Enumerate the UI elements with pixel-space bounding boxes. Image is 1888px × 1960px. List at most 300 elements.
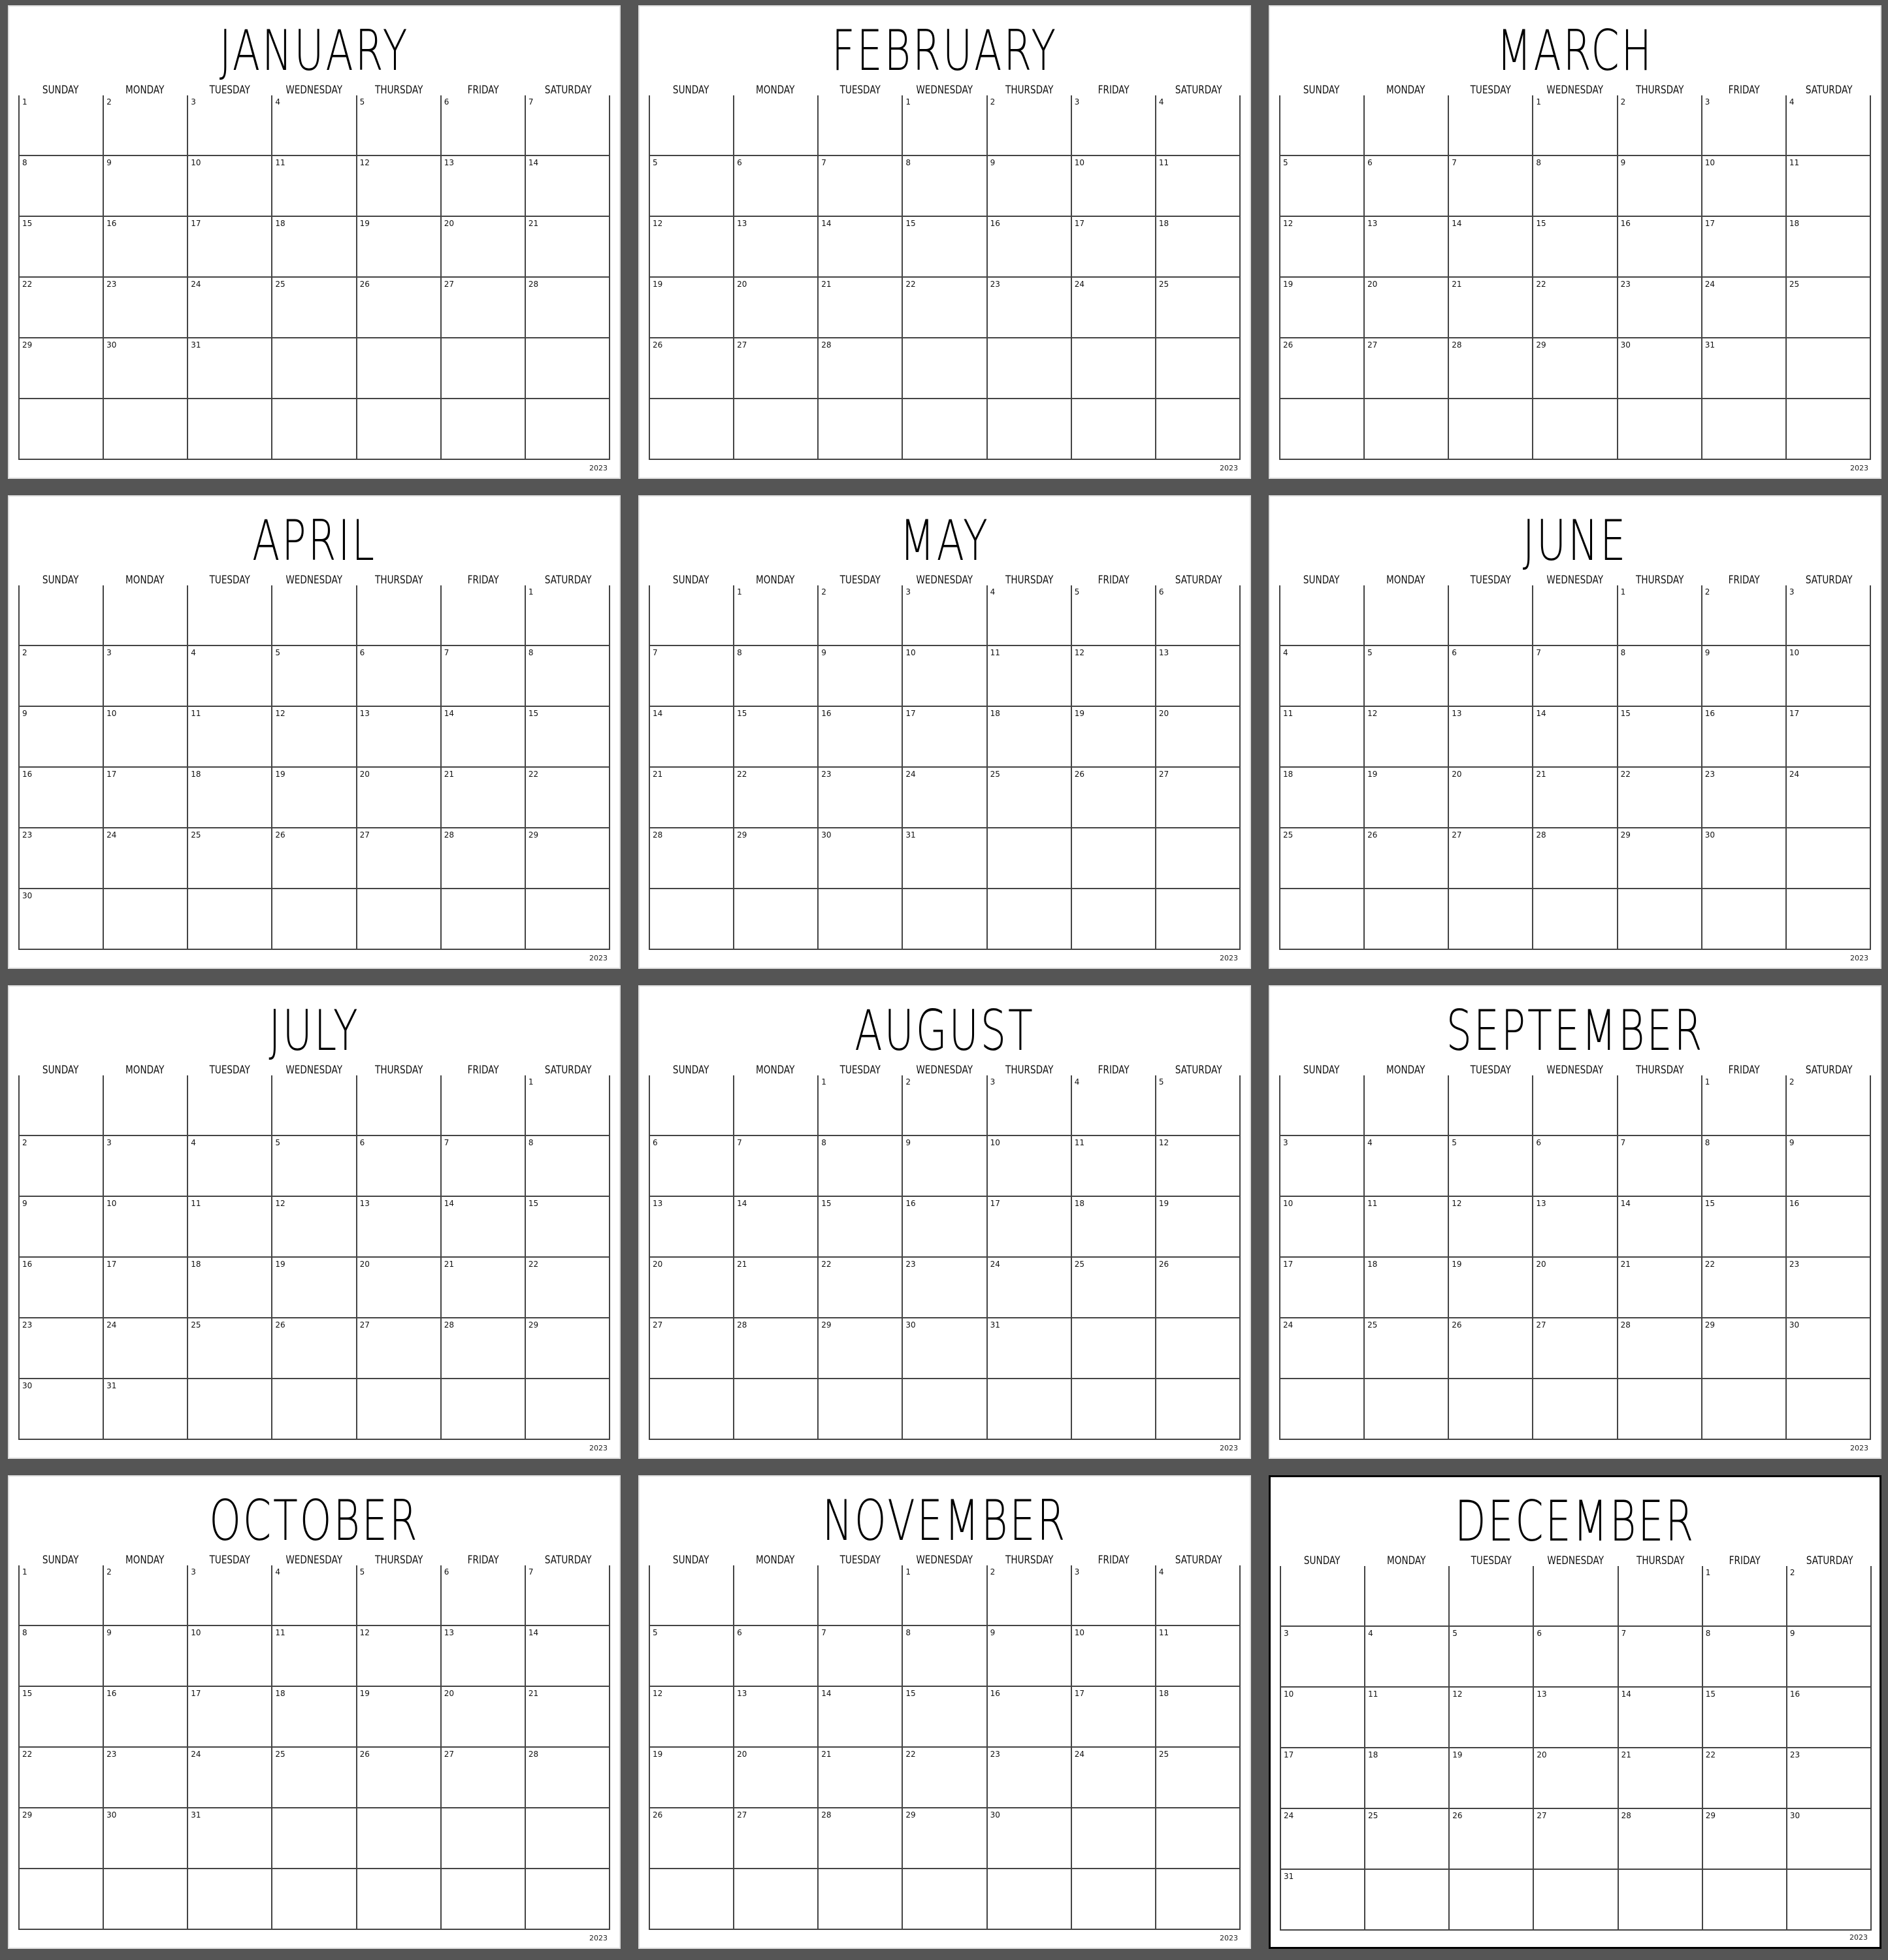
day-cell[interactable]: 12 (1364, 706, 1448, 767)
day-cell[interactable]: 14 (649, 706, 734, 767)
day-cell[interactable]: 22 (1533, 277, 1617, 338)
day-cell[interactable] (1702, 1869, 1787, 1930)
day-cell[interactable]: 6 (1533, 1626, 1618, 1687)
day-cell[interactable]: 8 (818, 1135, 902, 1196)
day-cell[interactable]: 10 (987, 1135, 1071, 1196)
day-cell[interactable]: 19 (357, 1686, 441, 1747)
day-cell[interactable]: 27 (734, 1808, 818, 1869)
day-cell[interactable]: 18 (1365, 1748, 1449, 1808)
day-cell[interactable] (1702, 1379, 1786, 1439)
day-cell[interactable] (1448, 1075, 1533, 1135)
day-cell[interactable]: 19 (1280, 277, 1364, 338)
day-cell[interactable]: 16 (103, 216, 187, 277)
day-cell[interactable]: 2 (19, 645, 103, 706)
day-cell[interactable]: 7 (1618, 1135, 1702, 1196)
day-cell[interactable] (649, 399, 734, 459)
day-cell[interactable]: 14 (818, 1686, 902, 1747)
day-cell[interactable]: 23 (818, 767, 902, 828)
day-cell[interactable]: 20 (649, 1257, 734, 1318)
day-cell[interactable] (734, 1379, 818, 1439)
day-cell[interactable]: 24 (187, 277, 272, 338)
day-cell[interactable]: 17 (103, 767, 187, 828)
day-cell[interactable] (272, 1808, 356, 1869)
day-cell[interactable] (272, 1869, 356, 1929)
day-cell[interactable] (818, 1869, 902, 1929)
day-cell[interactable]: 5 (649, 155, 734, 216)
day-cell[interactable] (1449, 1566, 1533, 1626)
day-cell[interactable]: 27 (1156, 767, 1240, 828)
day-cell[interactable] (987, 828, 1071, 889)
day-cell[interactable]: 12 (272, 1196, 356, 1257)
day-cell[interactable]: 2 (818, 585, 902, 645)
day-cell[interactable]: 7 (525, 95, 610, 155)
day-cell[interactable] (649, 1565, 734, 1625)
day-cell[interactable] (818, 95, 902, 155)
day-cell[interactable]: 9 (902, 1135, 986, 1196)
day-cell[interactable]: 11 (1156, 1625, 1240, 1686)
day-cell[interactable] (1365, 1566, 1449, 1626)
day-cell[interactable]: 31 (987, 1318, 1071, 1379)
day-cell[interactable]: 5 (357, 95, 441, 155)
day-cell[interactable]: 19 (357, 216, 441, 277)
day-cell[interactable]: 28 (1618, 1808, 1702, 1869)
day-cell[interactable]: 12 (649, 216, 734, 277)
day-cell[interactable] (357, 1808, 441, 1869)
day-cell[interactable]: 8 (734, 645, 818, 706)
day-cell[interactable]: 21 (441, 1257, 525, 1318)
day-cell[interactable]: 6 (649, 1135, 734, 1196)
day-cell[interactable]: 25 (187, 1318, 272, 1379)
day-cell[interactable]: 28 (441, 1318, 525, 1379)
day-cell[interactable]: 23 (19, 1318, 103, 1379)
day-cell[interactable]: 20 (1364, 277, 1448, 338)
day-cell[interactable]: 6 (441, 95, 525, 155)
day-cell[interactable] (272, 399, 356, 459)
day-cell[interactable]: 21 (818, 1747, 902, 1808)
day-cell[interactable]: 19 (1071, 706, 1156, 767)
day-cell[interactable] (1071, 1808, 1156, 1869)
day-cell[interactable]: 21 (734, 1257, 818, 1318)
day-cell[interactable] (19, 399, 103, 459)
day-cell[interactable]: 7 (1618, 1626, 1702, 1687)
day-cell[interactable]: 14 (1618, 1196, 1702, 1257)
day-cell[interactable]: 29 (525, 1318, 610, 1379)
day-cell[interactable]: 8 (1618, 645, 1702, 706)
day-cell[interactable]: 5 (1449, 1626, 1533, 1687)
day-cell[interactable]: 9 (103, 1625, 187, 1686)
day-cell[interactable] (1533, 1075, 1617, 1135)
day-cell[interactable]: 17 (1280, 1748, 1365, 1808)
day-cell[interactable]: 5 (1071, 585, 1156, 645)
day-cell[interactable]: 17 (902, 706, 986, 767)
day-cell[interactable]: 1 (734, 585, 818, 645)
day-cell[interactable]: 10 (1280, 1196, 1364, 1257)
day-cell[interactable] (987, 399, 1071, 459)
day-cell[interactable]: 13 (441, 155, 525, 216)
day-cell[interactable] (1280, 585, 1364, 645)
day-cell[interactable]: 6 (441, 1565, 525, 1625)
day-cell[interactable]: 15 (902, 1686, 986, 1747)
day-cell[interactable] (1448, 1379, 1533, 1439)
day-cell[interactable]: 29 (734, 828, 818, 889)
day-cell[interactable]: 21 (1448, 277, 1533, 338)
day-cell[interactable]: 8 (902, 155, 986, 216)
day-cell[interactable]: 4 (272, 95, 356, 155)
day-cell[interactable] (525, 399, 610, 459)
day-cell[interactable] (1786, 338, 1870, 399)
day-cell[interactable]: 30 (1786, 1318, 1870, 1379)
day-cell[interactable]: 7 (441, 645, 525, 706)
day-cell[interactable]: 20 (1156, 706, 1240, 767)
day-cell[interactable]: 18 (187, 1257, 272, 1318)
day-cell[interactable] (734, 399, 818, 459)
day-cell[interactable]: 28 (441, 828, 525, 889)
month-page-march[interactable] (1269, 5, 1881, 479)
day-cell[interactable]: 4 (1365, 1626, 1449, 1687)
day-cell[interactable]: 22 (1618, 767, 1702, 828)
day-cell[interactable]: 15 (734, 706, 818, 767)
day-cell[interactable] (1071, 399, 1156, 459)
day-cell[interactable] (272, 585, 356, 645)
day-cell[interactable] (1702, 399, 1786, 459)
day-cell[interactable]: 19 (649, 1747, 734, 1808)
day-cell[interactable] (987, 889, 1071, 949)
day-cell[interactable]: 12 (1448, 1196, 1533, 1257)
day-cell[interactable]: 24 (1280, 1318, 1364, 1379)
day-cell[interactable]: 21 (1618, 1257, 1702, 1318)
day-cell[interactable] (902, 1379, 986, 1439)
day-cell[interactable]: 19 (1448, 1257, 1533, 1318)
day-cell[interactable]: 23 (19, 828, 103, 889)
day-cell[interactable]: 26 (357, 1747, 441, 1808)
day-cell[interactable] (818, 399, 902, 459)
day-cell[interactable]: 4 (1786, 95, 1870, 155)
day-cell[interactable]: 15 (1618, 706, 1702, 767)
day-cell[interactable]: 24 (902, 767, 986, 828)
day-cell[interactable]: 29 (818, 1318, 902, 1379)
day-cell[interactable] (103, 585, 187, 645)
day-cell[interactable] (1533, 1566, 1618, 1626)
day-cell[interactable]: 6 (734, 1625, 818, 1686)
day-cell[interactable] (987, 338, 1071, 399)
day-cell[interactable]: 7 (1448, 155, 1533, 216)
day-cell[interactable]: 10 (1071, 1625, 1156, 1686)
day-cell[interactable]: 20 (1533, 1257, 1617, 1318)
day-cell[interactable]: 10 (187, 155, 272, 216)
day-cell[interactable]: 25 (1365, 1808, 1449, 1869)
day-cell[interactable] (1364, 399, 1448, 459)
day-cell[interactable] (19, 1075, 103, 1135)
day-cell[interactable] (187, 1869, 272, 1929)
day-cell[interactable]: 28 (1618, 1318, 1702, 1379)
day-cell[interactable]: 2 (1702, 585, 1786, 645)
day-cell[interactable] (649, 95, 734, 155)
day-cell[interactable] (902, 338, 986, 399)
day-cell[interactable] (818, 1565, 902, 1625)
day-cell[interactable] (187, 889, 272, 949)
day-cell[interactable]: 5 (272, 1135, 356, 1196)
day-cell[interactable]: 4 (1364, 1135, 1448, 1196)
day-cell[interactable]: 11 (1786, 155, 1870, 216)
day-cell[interactable] (1280, 95, 1364, 155)
day-cell[interactable] (1071, 828, 1156, 889)
day-cell[interactable] (357, 1379, 441, 1439)
day-cell[interactable] (525, 1808, 610, 1869)
day-cell[interactable]: 20 (357, 767, 441, 828)
day-cell[interactable]: 24 (103, 828, 187, 889)
day-cell[interactable]: 21 (525, 216, 610, 277)
day-cell[interactable]: 18 (987, 706, 1071, 767)
day-cell[interactable]: 10 (902, 645, 986, 706)
day-cell[interactable]: 26 (649, 1808, 734, 1869)
day-cell[interactable]: 16 (19, 767, 103, 828)
day-cell[interactable]: 16 (1702, 706, 1786, 767)
day-cell[interactable]: 17 (187, 216, 272, 277)
day-cell[interactable]: 29 (1618, 828, 1702, 889)
day-cell[interactable]: 6 (734, 155, 818, 216)
day-cell[interactable]: 28 (525, 277, 610, 338)
day-cell[interactable]: 26 (272, 1318, 356, 1379)
day-cell[interactable]: 15 (525, 706, 610, 767)
day-cell[interactable]: 22 (19, 1747, 103, 1808)
day-cell[interactable]: 26 (272, 828, 356, 889)
day-cell[interactable]: 16 (1618, 216, 1702, 277)
day-cell[interactable]: 13 (357, 1196, 441, 1257)
day-cell[interactable] (1364, 585, 1448, 645)
day-cell[interactable]: 7 (441, 1135, 525, 1196)
day-cell[interactable]: 14 (1618, 1687, 1702, 1748)
day-cell[interactable] (902, 1869, 986, 1929)
day-cell[interactable] (1618, 1075, 1702, 1135)
day-cell[interactable]: 3 (1280, 1626, 1365, 1687)
day-cell[interactable]: 2 (902, 1075, 986, 1135)
day-cell[interactable]: 7 (818, 155, 902, 216)
day-cell[interactable]: 20 (1448, 767, 1533, 828)
day-cell[interactable]: 1 (818, 1075, 902, 1135)
day-cell[interactable]: 28 (1533, 828, 1617, 889)
day-cell[interactable]: 7 (649, 645, 734, 706)
day-cell[interactable]: 9 (818, 645, 902, 706)
day-cell[interactable]: 30 (1702, 828, 1786, 889)
day-cell[interactable]: 9 (1787, 1626, 1871, 1687)
day-cell[interactable] (525, 1379, 610, 1439)
day-cell[interactable]: 12 (649, 1686, 734, 1747)
day-cell[interactable]: 12 (357, 155, 441, 216)
day-cell[interactable]: 15 (1533, 216, 1617, 277)
day-cell[interactable]: 21 (1618, 1748, 1702, 1808)
day-cell[interactable]: 7 (1533, 645, 1617, 706)
day-cell[interactable]: 15 (1702, 1687, 1787, 1748)
day-cell[interactable]: 22 (525, 767, 610, 828)
day-cell[interactable]: 16 (987, 216, 1071, 277)
day-cell[interactable]: 29 (1702, 1808, 1787, 1869)
day-cell[interactable]: 25 (1280, 828, 1364, 889)
day-cell[interactable]: 14 (818, 216, 902, 277)
day-cell[interactable] (187, 1075, 272, 1135)
day-cell[interactable]: 28 (525, 1747, 610, 1808)
day-cell[interactable] (272, 889, 356, 949)
day-cell[interactable] (525, 338, 610, 399)
day-cell[interactable]: 24 (103, 1318, 187, 1379)
day-cell[interactable]: 2 (987, 1565, 1071, 1625)
day-cell[interactable]: 23 (1786, 1257, 1870, 1318)
day-cell[interactable]: 5 (649, 1625, 734, 1686)
day-cell[interactable]: 23 (1787, 1748, 1871, 1808)
day-cell[interactable] (1280, 399, 1364, 459)
day-cell[interactable]: 11 (187, 706, 272, 767)
day-cell[interactable]: 21 (818, 277, 902, 338)
day-cell[interactable]: 31 (1702, 338, 1786, 399)
day-cell[interactable] (441, 1379, 525, 1439)
day-cell[interactable]: 27 (1533, 1808, 1618, 1869)
day-cell[interactable]: 11 (1156, 155, 1240, 216)
day-cell[interactable]: 25 (1071, 1257, 1156, 1318)
day-cell[interactable] (649, 889, 734, 949)
day-cell[interactable]: 24 (187, 1747, 272, 1808)
day-cell[interactable]: 23 (987, 277, 1071, 338)
day-cell[interactable]: 23 (987, 1747, 1071, 1808)
day-cell[interactable] (272, 1075, 356, 1135)
day-cell[interactable]: 15 (1702, 1196, 1786, 1257)
day-cell[interactable] (1071, 1869, 1156, 1929)
day-cell[interactable]: 20 (441, 1686, 525, 1747)
day-cell[interactable]: 1 (1618, 585, 1702, 645)
day-cell[interactable]: 30 (1787, 1808, 1871, 1869)
day-cell[interactable]: 30 (902, 1318, 986, 1379)
day-cell[interactable]: 16 (103, 1686, 187, 1747)
day-cell[interactable] (649, 1075, 734, 1135)
day-cell[interactable] (357, 1869, 441, 1929)
day-cell[interactable]: 27 (1448, 828, 1533, 889)
day-cell[interactable]: 9 (1702, 645, 1786, 706)
day-cell[interactable] (734, 1565, 818, 1625)
day-cell[interactable]: 21 (441, 767, 525, 828)
day-cell[interactable] (649, 1379, 734, 1439)
day-cell[interactable]: 12 (1156, 1135, 1240, 1196)
day-cell[interactable]: 16 (818, 706, 902, 767)
day-cell[interactable]: 13 (357, 706, 441, 767)
day-cell[interactable]: 29 (1533, 338, 1617, 399)
day-cell[interactable]: 3 (187, 95, 272, 155)
day-cell[interactable] (1786, 828, 1870, 889)
day-cell[interactable] (1786, 399, 1870, 459)
day-cell[interactable]: 15 (19, 1686, 103, 1747)
day-cell[interactable]: 14 (1448, 216, 1533, 277)
day-cell[interactable]: 9 (103, 155, 187, 216)
day-cell[interactable] (1533, 399, 1617, 459)
day-cell[interactable]: 30 (987, 1808, 1071, 1869)
day-cell[interactable]: 22 (19, 277, 103, 338)
day-cell[interactable]: 20 (357, 1257, 441, 1318)
day-cell[interactable]: 24 (1280, 1808, 1365, 1869)
day-cell[interactable] (103, 399, 187, 459)
day-cell[interactable] (1071, 1318, 1156, 1379)
day-cell[interactable]: 8 (19, 1625, 103, 1686)
day-cell[interactable]: 11 (1364, 1196, 1448, 1257)
day-cell[interactable] (1156, 1318, 1240, 1379)
day-cell[interactable]: 11 (272, 1625, 356, 1686)
day-cell[interactable]: 5 (1280, 155, 1364, 216)
day-cell[interactable]: 12 (1449, 1687, 1533, 1748)
day-cell[interactable]: 16 (1786, 1196, 1870, 1257)
day-cell[interactable]: 13 (734, 1686, 818, 1747)
day-cell[interactable] (19, 1869, 103, 1929)
day-cell[interactable] (1280, 1566, 1365, 1626)
day-cell[interactable]: 10 (1702, 155, 1786, 216)
day-cell[interactable] (1156, 889, 1240, 949)
day-cell[interactable]: 30 (103, 1808, 187, 1869)
day-cell[interactable]: 30 (818, 828, 902, 889)
day-cell[interactable]: 10 (1786, 645, 1870, 706)
day-cell[interactable]: 13 (649, 1196, 734, 1257)
day-cell[interactable]: 19 (272, 767, 356, 828)
day-cell[interactable]: 18 (272, 1686, 356, 1747)
day-cell[interactable] (987, 1869, 1071, 1929)
day-cell[interactable]: 26 (357, 277, 441, 338)
day-cell[interactable]: 28 (649, 828, 734, 889)
month-page-november[interactable] (638, 1475, 1251, 1949)
month-page-august[interactable] (638, 985, 1251, 1459)
day-cell[interactable] (357, 1075, 441, 1135)
day-cell[interactable]: 8 (525, 645, 610, 706)
day-cell[interactable]: 14 (525, 1625, 610, 1686)
day-cell[interactable] (103, 1075, 187, 1135)
day-cell[interactable]: 23 (902, 1257, 986, 1318)
day-cell[interactable]: 19 (1156, 1196, 1240, 1257)
day-cell[interactable]: 26 (1364, 828, 1448, 889)
day-cell[interactable]: 4 (1156, 1565, 1240, 1625)
day-cell[interactable]: 18 (1786, 216, 1870, 277)
day-cell[interactable]: 12 (357, 1625, 441, 1686)
day-cell[interactable]: 16 (902, 1196, 986, 1257)
day-cell[interactable]: 8 (19, 155, 103, 216)
day-cell[interactable]: 26 (1071, 767, 1156, 828)
day-cell[interactable]: 13 (1533, 1687, 1618, 1748)
day-cell[interactable]: 30 (19, 1379, 103, 1439)
day-cell[interactable] (1786, 889, 1870, 949)
day-cell[interactable]: 23 (1702, 767, 1786, 828)
day-cell[interactable] (1156, 828, 1240, 889)
day-cell[interactable]: 1 (902, 1565, 986, 1625)
day-cell[interactable] (357, 338, 441, 399)
day-cell[interactable] (1448, 95, 1533, 155)
day-cell[interactable]: 23 (1618, 277, 1702, 338)
day-cell[interactable]: 5 (1448, 1135, 1533, 1196)
day-cell[interactable]: 18 (1156, 1686, 1240, 1747)
day-cell[interactable] (1364, 1075, 1448, 1135)
day-cell[interactable]: 17 (987, 1196, 1071, 1257)
day-cell[interactable]: 15 (525, 1196, 610, 1257)
day-cell[interactable]: 15 (19, 216, 103, 277)
day-cell[interactable]: 2 (103, 95, 187, 155)
day-cell[interactable]: 22 (1702, 1748, 1787, 1808)
day-cell[interactable]: 2 (103, 1565, 187, 1625)
day-cell[interactable] (1448, 399, 1533, 459)
month-page-january[interactable] (8, 5, 621, 479)
day-cell[interactable]: 3 (1280, 1135, 1364, 1196)
day-cell[interactable]: 5 (272, 645, 356, 706)
day-cell[interactable]: 22 (734, 767, 818, 828)
day-cell[interactable] (818, 1379, 902, 1439)
day-cell[interactable] (1533, 889, 1617, 949)
day-cell[interactable] (1449, 1869, 1533, 1930)
day-cell[interactable] (734, 95, 818, 155)
day-cell[interactable]: 30 (103, 338, 187, 399)
day-cell[interactable]: 21 (1533, 767, 1617, 828)
day-cell[interactable]: 31 (902, 828, 986, 889)
day-cell[interactable]: 10 (103, 1196, 187, 1257)
day-cell[interactable] (441, 1808, 525, 1869)
